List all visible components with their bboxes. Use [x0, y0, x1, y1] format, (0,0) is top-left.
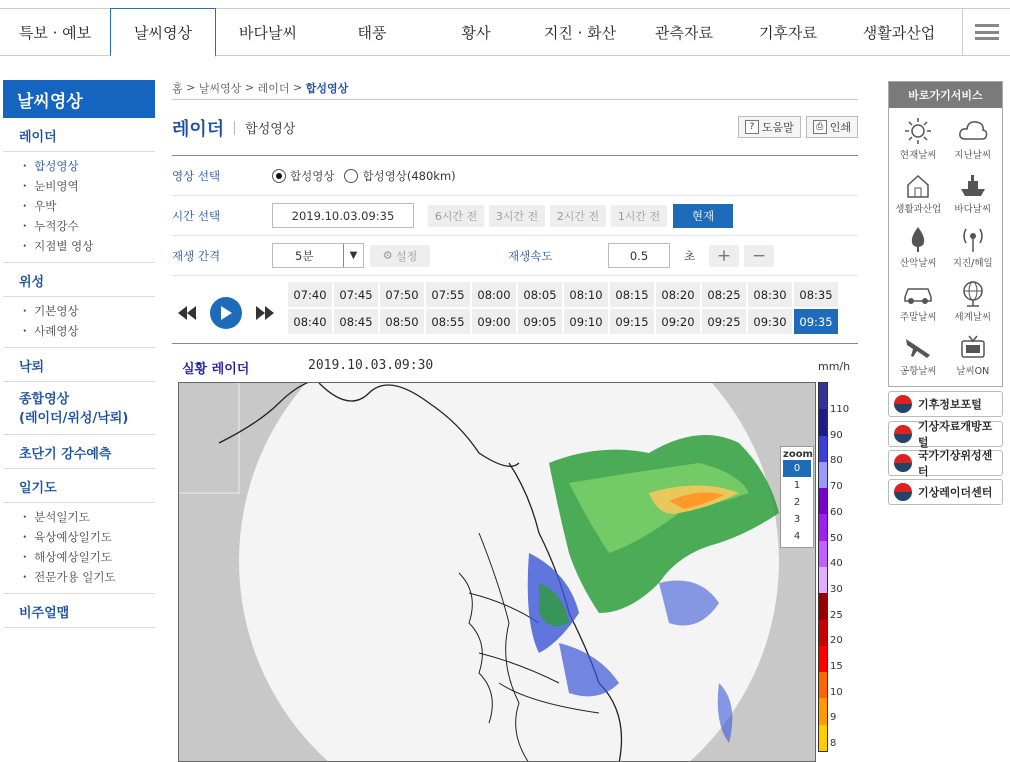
lnb-item-label: 사례영상: [34, 324, 79, 338]
interval-label: 재생 간격: [172, 248, 221, 263]
scale-label: 90: [830, 429, 843, 441]
crumb-sep: >: [186, 81, 196, 94]
scale-label: 40: [830, 558, 843, 570]
playback-controls: [172, 282, 288, 343]
lnb-radar[interactable]: 레이더: [3, 118, 155, 152]
help-button[interactable]: [738, 116, 801, 138]
quick-weather-on[interactable]: [946, 328, 1001, 382]
portal-open-data[interactable]: [888, 421, 1003, 447]
time-cell[interactable]: 09:05: [518, 309, 562, 334]
signal-icon: [958, 225, 988, 253]
1h-ago-button[interactable]: 1시간 전: [611, 205, 667, 227]
scale-swatch: [819, 725, 827, 751]
time-cell[interactable]: 08:05: [518, 282, 562, 307]
lnb-item-sea[interactable]: ・ 해상예상일기도: [19, 550, 112, 564]
speed-input[interactable]: 0.5: [608, 243, 670, 268]
scale-swatch: [819, 672, 827, 698]
lnb-ultra[interactable]: 초단기 강수예측: [3, 435, 155, 469]
radio-composite-480[interactable]: [344, 168, 455, 184]
image-select-row: [172, 156, 858, 196]
interval-select[interactable]: [272, 243, 364, 268]
header-buttons: [738, 116, 858, 138]
scale-swatch: [819, 383, 827, 409]
zoom-level-1[interactable]: 1: [793, 480, 801, 491]
zoom-level-4[interactable]: 4: [793, 531, 801, 542]
scale-swatch: [819, 436, 827, 462]
quick-label: 날씨ON: [956, 366, 990, 377]
scale-swatch: [819, 698, 827, 724]
lnb-satellite[interactable]: 위성: [3, 263, 155, 297]
lnb-item-label: 누적강수: [34, 219, 79, 233]
portal-label: 기상자료개방포털: [917, 420, 993, 449]
radio-label: 합성영상: [290, 168, 335, 183]
time-cell[interactable]: 09:25: [702, 309, 746, 334]
color-scale: [818, 382, 828, 752]
quick-label: 지난날씨: [954, 150, 992, 161]
crumb-sep: >: [244, 81, 255, 94]
quick-current-weather[interactable]: [891, 112, 946, 166]
tab-warning-forecast[interactable]: 특보 · 예보: [18, 23, 92, 42]
time-input[interactable]: 2019.10.03.09:35: [272, 203, 414, 228]
time-cell[interactable]: 09:15: [610, 309, 654, 334]
scale-label: 110: [830, 404, 850, 415]
time-cell[interactable]: 08:00: [472, 282, 516, 307]
quick-links-title: 바로가기서비스: [889, 82, 1002, 108]
scale-swatch: [819, 593, 827, 619]
time-cell[interactable]: 08:30: [748, 282, 792, 307]
scale-label: 9: [830, 712, 837, 724]
cloud-icon: [958, 117, 988, 145]
fast-forward-icon[interactable]: [256, 306, 274, 320]
lnb-item-composite[interactable]: ・ 합성영상: [19, 159, 79, 173]
print-label: 인쇄: [829, 121, 851, 134]
minus-button[interactable]: −: [744, 245, 774, 267]
radio-composite[interactable]: [272, 168, 334, 184]
quick-label: 현재날씨: [899, 150, 937, 161]
gear-icon: ⚙: [382, 249, 397, 262]
quick-life-industry[interactable]: [891, 166, 946, 220]
scale-label: 60: [830, 506, 843, 518]
quick-world-weather[interactable]: [946, 274, 1001, 328]
zoom-control: [780, 446, 814, 548]
kma-logo-icon: [894, 454, 912, 472]
quick-airport-weather[interactable]: [891, 328, 946, 382]
quick-label: 바다날씨: [954, 204, 992, 215]
time-select-row: [172, 196, 858, 236]
kma-logo-icon: [894, 483, 912, 501]
scale-swatch: [819, 409, 827, 435]
lnb-item-label: 해상예상일기도: [34, 550, 112, 564]
quick-links: [888, 81, 1003, 387]
crumb-current: 합성영상: [305, 81, 349, 95]
quick-label: 산악날씨: [899, 258, 937, 269]
tab-weather-image[interactable]: 날씨영상: [110, 8, 216, 57]
quick-label: 생활과산업: [895, 204, 942, 215]
help-label: 도움말: [761, 121, 794, 134]
quick-label: 세계날씨: [954, 312, 992, 323]
page-header: [172, 100, 858, 156]
time-cell[interactable]: 09:30: [748, 309, 792, 334]
portal-label: 기상레이더센터: [918, 486, 993, 499]
time-cell[interactable]: 08:25: [702, 282, 746, 307]
scale-swatch: [819, 488, 827, 514]
scale-swatch: [819, 567, 827, 593]
portal-climate[interactable]: [888, 391, 1003, 417]
tv-icon: [958, 333, 988, 361]
tab-marine[interactable]: 바다날씨: [239, 23, 297, 42]
lnb-title: 날씨영상: [3, 80, 155, 118]
quick-marine-weather[interactable]: [946, 166, 1001, 220]
quick-links-grid: [889, 108, 1002, 386]
time-cell[interactable]: 08:15: [610, 282, 654, 307]
tree-icon: [903, 225, 933, 253]
scale-swatch: [819, 541, 827, 567]
title-divider: [234, 121, 235, 135]
play-button[interactable]: [210, 297, 242, 329]
lnb-item-station[interactable]: ・ 지점별 영상: [19, 239, 94, 253]
portal-satellite-center[interactable]: [888, 450, 1003, 476]
lnb-item-hail[interactable]: ・ 우박: [19, 199, 57, 213]
tab-earthquake[interactable]: 지진 · 화산: [543, 23, 617, 42]
scale-label: 8: [830, 738, 837, 750]
breadcrumb: [172, 76, 858, 100]
lnb-combined[interactable]: 종합영상 (레이더/위성/낙뢰): [3, 382, 155, 435]
scale-label: 10: [830, 686, 843, 698]
interval-row: [172, 236, 858, 276]
2h-ago-button[interactable]: 2시간 전: [550, 205, 606, 227]
lnb-item-label: 전문가용 일기도: [34, 570, 116, 584]
print-button[interactable]: [806, 116, 858, 138]
lnb-item-label: 기본영상: [34, 304, 79, 318]
portal-label: 기후정보포털: [918, 398, 982, 411]
globe-icon: [958, 279, 988, 307]
radio-label: 합성영상(480km): [362, 168, 456, 183]
lnb-item-land[interactable]: ・ 육상예상일기도: [19, 530, 112, 544]
lnb-item-case[interactable]: ・ 사례영상: [19, 324, 79, 338]
lnb-item-analysis[interactable]: ・ 분석일기도: [19, 510, 90, 524]
radar-label: 실황 레이더: [182, 362, 250, 377]
crumb-weather-image[interactable]: 날씨영상: [198, 81, 242, 95]
lnb-item-basic[interactable]: ・ 기본영상: [19, 304, 79, 318]
lnb-item-rain-area[interactable]: ・ 눈비영역: [19, 179, 79, 193]
time-cell[interactable]: 07:55: [426, 282, 470, 307]
quick-label: 지진/해일: [952, 258, 993, 269]
lnb-lightning[interactable]: 낙뢰: [3, 348, 155, 382]
speed-label: 재생속도: [508, 248, 553, 263]
page-title: 레이더: [172, 118, 225, 140]
quick-weekend-weather[interactable]: [891, 274, 946, 328]
time-cell[interactable]: 08:35: [794, 282, 838, 307]
scale-swatch: [819, 620, 827, 646]
time-cell[interactable]: 07:45: [334, 282, 378, 307]
house-icon: [903, 171, 933, 199]
quick-label: 공항날씨: [899, 366, 937, 377]
page-subtitle: 합성영상: [245, 122, 296, 137]
radar-map[interactable]: [178, 382, 816, 762]
lnb-chart[interactable]: 일기도: [3, 469, 155, 503]
lnb-item-label: 분석일기도: [34, 510, 90, 524]
radar-time: 2019.10.03.09:30: [308, 358, 434, 373]
quick-earthquake-tsunami[interactable]: [946, 220, 1001, 274]
lnb-item-label: 지점별 영상: [34, 239, 94, 253]
radio-unchecked-icon: [344, 169, 358, 183]
now-button[interactable]: 현재: [673, 204, 733, 228]
ship-icon: [958, 171, 988, 199]
menu-button[interactable]: [962, 9, 1010, 55]
zoom-level-3[interactable]: 3: [793, 514, 801, 525]
rewind-icon[interactable]: [178, 306, 196, 320]
lnb-item-label: 우박: [34, 199, 57, 213]
main-content: [172, 76, 858, 756]
quick-mountain-weather[interactable]: [891, 220, 946, 274]
set-button[interactable]: [370, 245, 430, 267]
time-select-label: 시간 선택: [172, 208, 221, 223]
time-cell[interactable]: 07:40: [288, 282, 332, 307]
time-cell[interactable]: 08:55: [426, 309, 470, 334]
lnb-sat-list: [3, 297, 155, 348]
radar-image: [179, 383, 816, 762]
3h-ago-button[interactable]: 3시간 전: [489, 205, 545, 227]
lnb-chart-list: [3, 503, 155, 594]
kma-logo-icon: [894, 395, 912, 413]
scale-swatch: [819, 646, 827, 672]
left-nav: [3, 80, 155, 628]
time-cell[interactable]: 09:10: [564, 309, 608, 334]
scale-label: 30: [830, 583, 843, 595]
time-cell[interactable]: 07:50: [380, 282, 424, 307]
seconds-label: 초: [684, 248, 696, 263]
quick-past-weather[interactable]: [946, 112, 1001, 166]
lnb-radar-list: [3, 152, 155, 263]
question-icon: ?: [745, 120, 759, 134]
tab-yellow-dust[interactable]: 황사: [461, 23, 491, 42]
zoom-title: zoom: [783, 449, 813, 460]
tab-life-industry[interactable]: 생활과산업: [862, 23, 936, 42]
interval-value: 5분: [295, 248, 314, 263]
crumb-radar[interactable]: 레이더: [257, 81, 290, 95]
radio-checked-icon: [272, 169, 286, 183]
lnb-item-expert[interactable]: ・ 전문가용 일기도: [19, 570, 116, 584]
scale-label: 15: [830, 661, 843, 672]
top-nav: [0, 8, 1010, 56]
radar-header: [182, 358, 858, 376]
time-cell[interactable]: 08:50: [380, 309, 424, 334]
image-select-label: 영상 선택: [172, 168, 221, 183]
zoom-level-2[interactable]: 2: [793, 497, 801, 508]
scale-label: 70: [830, 481, 843, 493]
hamburger-icon: [975, 24, 999, 40]
quick-label: 주말날씨: [899, 312, 937, 323]
time-cell[interactable]: 08:45: [334, 309, 378, 334]
radar-panel: [172, 356, 858, 756]
printer-icon: ⎙: [813, 120, 827, 134]
time-cell[interactable]: 08:10: [564, 282, 608, 307]
car-icon: [902, 279, 934, 307]
tab-climate[interactable]: 기후자료: [759, 23, 817, 42]
sun-icon: [904, 117, 932, 145]
plus-button[interactable]: +: [709, 245, 739, 267]
scale-swatch: [819, 462, 827, 488]
scale-swatch: [819, 514, 827, 540]
lnb-visual-map[interactable]: 비주얼맵: [3, 594, 155, 628]
scale-label: 25: [830, 609, 843, 621]
time-cell[interactable]: 09:00: [472, 309, 516, 334]
chevron-down-icon: ▼: [343, 244, 363, 267]
time-cell[interactable]: 08:40: [288, 309, 332, 334]
set-label: 설정: [396, 249, 418, 263]
airplane-icon: [903, 333, 933, 361]
playback-row: [172, 276, 858, 344]
tab-observation[interactable]: 관측자료: [655, 23, 713, 42]
radar-unit: mm/h: [818, 360, 851, 373]
zoom-level-0[interactable]: 0: [783, 460, 811, 477]
lnb-item-label: 눈비영역: [34, 179, 79, 193]
lnb-item-label: 육상예상일기도: [34, 530, 112, 544]
time-cell[interactable]: 08:20: [656, 282, 700, 307]
crumb-sep: >: [292, 81, 303, 94]
time-cell[interactable]: 09:35: [794, 309, 838, 334]
6h-ago-button[interactable]: 6시간 전: [428, 205, 484, 227]
scale-label: 50: [830, 532, 843, 544]
scale-label: 20: [830, 635, 843, 647]
lnb-item-accum[interactable]: ・ 누적강수: [19, 219, 79, 233]
crumb-home[interactable]: 홈: [172, 81, 183, 95]
play-icon: [220, 306, 232, 320]
time-cell[interactable]: 09:20: [656, 309, 700, 334]
lnb-item-label: 합성영상: [34, 159, 79, 173]
portal-radar-center[interactable]: [888, 479, 1003, 505]
kma-logo-icon: [894, 425, 912, 443]
tab-typhoon[interactable]: 태풍: [357, 23, 387, 42]
portal-label: 국가기상위성센터: [917, 449, 993, 478]
time-grid: [288, 282, 838, 343]
scale-label: 80: [830, 455, 843, 467]
